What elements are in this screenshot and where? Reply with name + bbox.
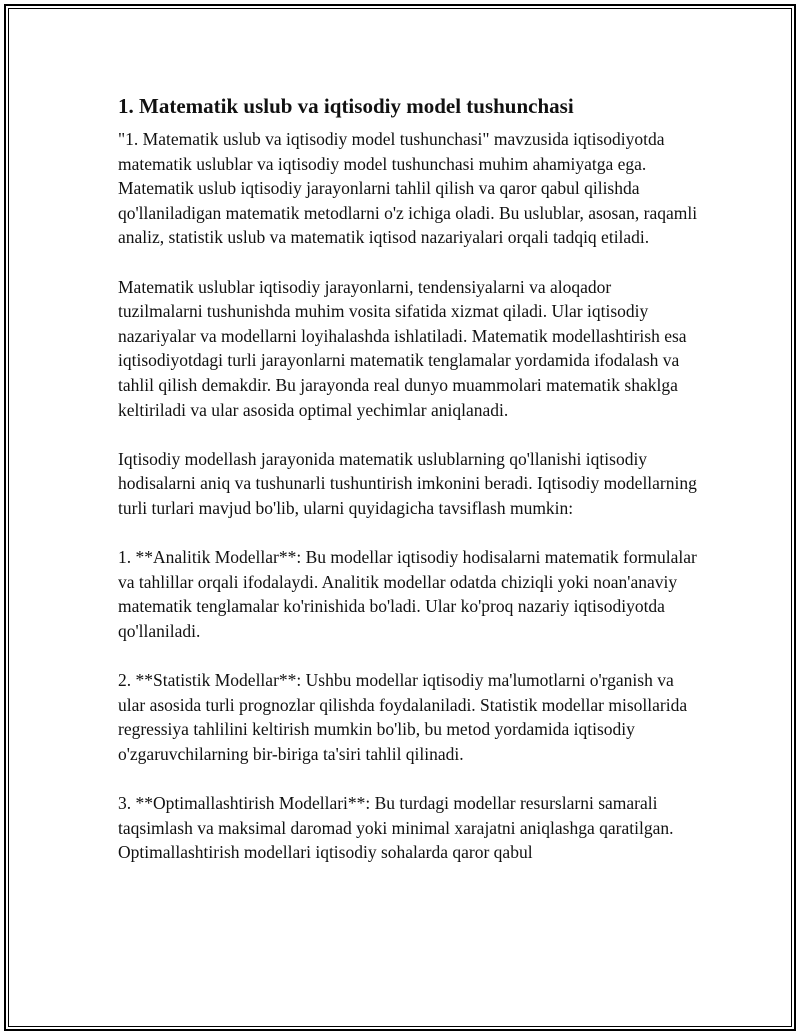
paragraph-optimization-models: 3. **Optimallashtirish Modellari**: Bu turdagi modellar resurslarni samarali taqsimlash va maksimal daromad yoki minimal xarajatni aniqlashga qaratilgan. Optimallashtirish modellari iqtisodiy sohalarda qaror qabul <box>118 793 674 863</box>
paragraph-methods: Matematik uslublar iqtisodiy jarayonlarni, tendensiyalarni va aloqador tuzilmalarni tushunishda muhim vosita sifatida xizmat qiladi. Ular iqtisodiy nazariyalar va modellarni loyihalashda ishlatiladi. Matematik modellashtirish esa iqtisodiyotdagi turli jarayonlarni matematik tenglamalar yordamida ifodalash va tahlil qilish demakdir. Bu jarayonda real dunyo muammolari matematik shaklga keltiriladi va ular asosida optimal yechimlar aniqlanadi. <box>118 276 687 420</box>
paragraph-intro: "1. Matematik uslub va iqtisodiy model tushunchasi" mavzusida iqtisodiyotda matematik uslublar va iqtisodiy model tushunchasi muhim ahamiyatga ega. Matematik uslub iqtisodiy jarayonlarni tahlil qilish va qaror qabul qilishda qo'llaniladigan matematik metodlarni o'z ichiga oladi. Bu uslublar, asosan, raqamli analiz, statistik uslub va matematik iqtisod nazariyalari orqali tadqiq etiladi. <box>118 129 698 248</box>
document-title: 1. Matematik uslub va iqtisodiy model tushunchasi <box>118 94 574 118</box>
paragraph-analytic-models: 1. **Analitik Modellar**: Bu modellar iqtisodiy hodisalarni matematik formulalar va tahlillar orqali ifodalaydi. Analitik modellar odatda chiziqli yoki noan'anaviy matematik tenglamalar ko'rinishida bo'ladi. Ular ko'proq nazariy iqtisodiyotda qo'llaniladi. <box>118 547 697 641</box>
paragraph-statistical-models: 2. **Statistik Modellar**: Ushbu modellar iqtisodiy ma'lumotlarni o'rganish va ular asosida turli prognozlar qilishda foydalaniladi. Statistik modellar misollarida regressiya tahlilini keltirish mumkin bo'lib, bu metod yordamida iqtisodiy o'zgaruvchilarning bir-biriga ta'siri tahlil qilinadi. <box>118 670 688 764</box>
paragraph-model-types: Iqtisodiy modellash jarayonida matematik uslublarning qo'llanishi iqtisodiy hodisalarni aniq va tushunarli tushuntirish imkonini beradi. Iqtisodiy modellarning turli turlari mavjud bo'lib, ularni quyidagicha tavsiflash mumkin: <box>118 448 697 518</box>
document-body <box>118 92 698 889</box>
